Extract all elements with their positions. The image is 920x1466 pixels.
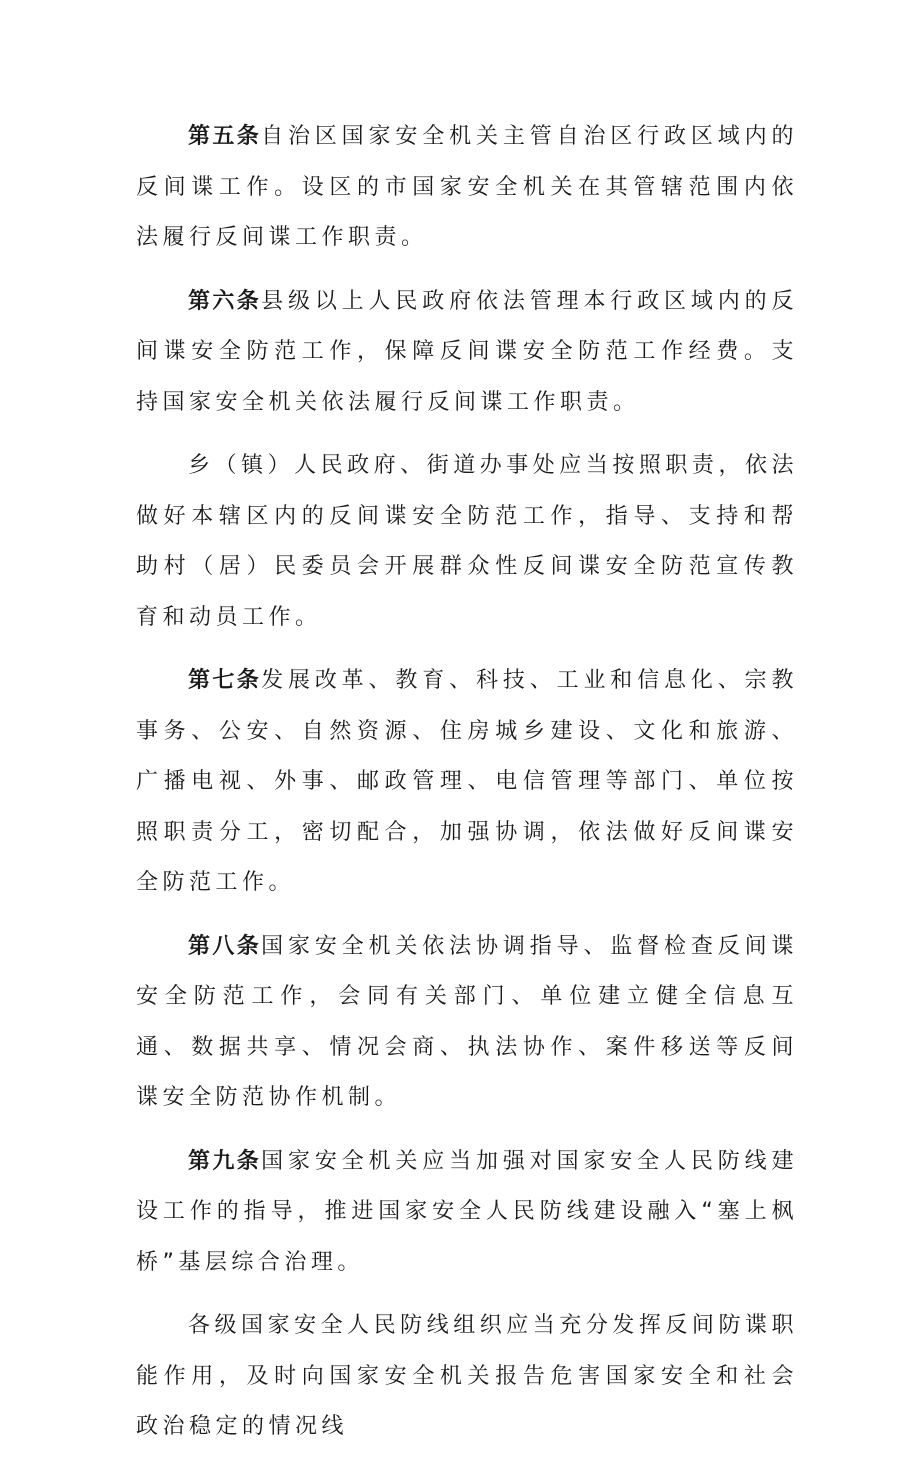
- article-number: 第七条: [188, 668, 262, 693]
- paragraph-article-9: [136, 1137, 798, 1289]
- paragraph-text: 国家安全机关依法协调指导、监督检查反间谍安全防范工作，会同有关部门、单位建立健全信息互通、数据共享、情况会商、执法协作、案件移送等反间谍安全防范协作机制。: [136, 933, 798, 1110]
- paragraph-text: 国家安全机关应当加强对国家安全人民防线建设工作的指导，推进国家安全人民防线建设融入“塞上枫桥”基层综合治理。: [136, 1148, 798, 1275]
- paragraph-article-5: [136, 112, 798, 264]
- paragraph-text: 县级以上人民政府依法管理本行政区域内的反间谍安全防范工作，保障反间谍安全防范工作经费。支持国家安全机关依法履行反间谍工作职责。: [136, 288, 798, 415]
- article-number: 第六条: [188, 288, 262, 314]
- paragraph-article-6: [136, 277, 798, 429]
- paragraph-text: 发展改革、教育、科技、工业和信息化、宗教事务、公安、自然资源、住房城乡建设、文化和旅游、广播电视、外事、邮政管理、电信管理等部门、单位按照职责分工，密切配合，加强协调，依法做好反间谍安全防范工作。: [136, 668, 798, 895]
- paragraph-article-6-clause-2: [136, 441, 798, 643]
- document-body: [136, 112, 798, 1466]
- article-number: 第五条: [188, 124, 262, 149]
- paragraph-article-9-clause-2: [136, 1301, 798, 1453]
- article-number: 第八条: [188, 933, 262, 959]
- paragraph-text: 乡（镇）人民政府、街道办事处应当按照职责，依法做好本辖区内的反间谍安全防范工作，指导、支持和帮助村（居）民委员会开展群众性反间谍安全防范宣传教育和动员工作。: [136, 453, 798, 630]
- paragraph-text: 各级国家安全人民防线组织应当充分发挥反间防谍职能作用，及时向国家安全机关报告危害国家安全和社会政治稳定的情况线: [136, 1313, 798, 1439]
- paragraph-article-7: [136, 656, 798, 909]
- paragraph-text: 自治区国家安全机关主管自治区行政区域内的反间谍工作。设区的市国家安全机关在其管辖范围内依法履行反间谍工作职责。: [136, 124, 798, 250]
- paragraph-article-8: [136, 922, 798, 1124]
- article-number: 第九条: [188, 1148, 262, 1174]
